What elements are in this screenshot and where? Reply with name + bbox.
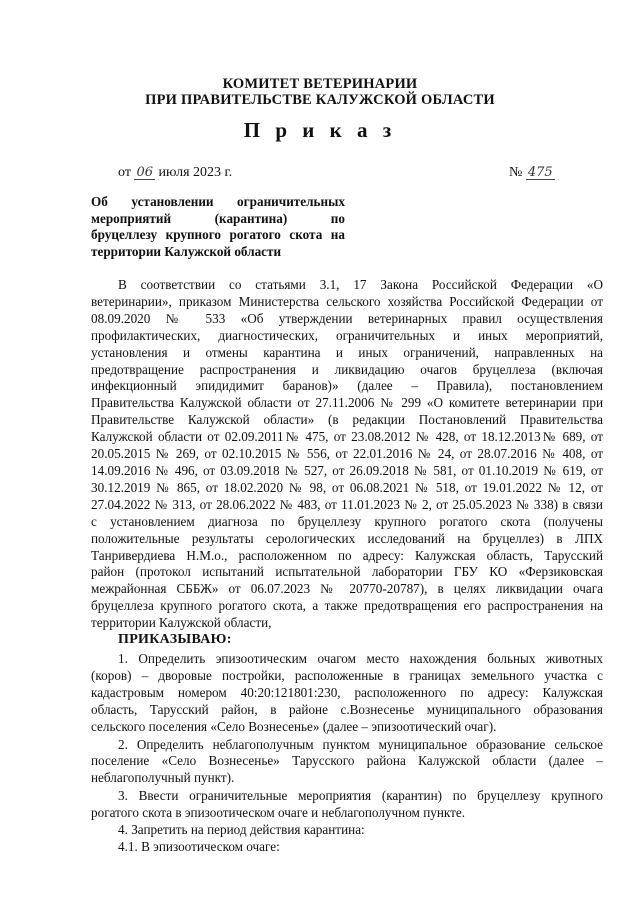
item-line: 3. Ввести ограничительные мероприятия (карантин) по бруцеллезу крупного xyxy=(118,788,603,804)
preamble-line: 27.04.2022 № 313, от 28.06.2022 № 483, от 11.01.2023 № 2, от 25.05.2023 № 338) в связи xyxy=(91,496,603,512)
date-month-year: июля 2023 г. xyxy=(158,165,233,180)
item-line: область, Тарусский район, в районе с.Вознесенье муниципального образования xyxy=(91,701,603,717)
order-number xyxy=(509,165,555,181)
document-type-title: П р и к а з xyxy=(243,118,397,142)
subject-line: бруцеллезу крупного рогатого скота на xyxy=(91,227,345,242)
subject-line: Об установлении ограничительных xyxy=(91,194,345,209)
item-line: сельского поселения «Село Вознесенье» (далее – эпизоотический очаг). xyxy=(91,718,497,734)
subject-line: территории Калужской области xyxy=(91,243,282,259)
order-date xyxy=(118,165,232,181)
preamble-line: В соответствии со статьями 3.1, 17 Закона Российской Федерации «О xyxy=(118,277,603,292)
org-name-line2: ПРИ ПРАВИТЕЛЬСТВЕ КАЛУЖСКОЙ ОБЛАСТИ xyxy=(145,92,495,108)
subject-line: мероприятий (карантина) по xyxy=(91,210,345,226)
org-name-line1: КОМИТЕТ ВЕТЕРИНАРИИ xyxy=(222,76,418,92)
item-line: 2. Определить неблагополучным пунктом муниципальное образование сельское xyxy=(118,736,603,752)
handwritten-number: 475 xyxy=(527,165,553,180)
preamble-paragraph xyxy=(91,277,603,632)
item-3 xyxy=(91,788,603,822)
item-1 xyxy=(91,651,603,736)
preamble-line: район (протокол испытаний испытательной лаборатории ГБУ КО «Ферзиковская xyxy=(91,564,603,580)
item-line: рогатого скота в эпизоотическом очаге и неблагополучном пункте. xyxy=(91,805,466,821)
item-2 xyxy=(91,737,603,788)
preamble-line: инфекционный эпидидимит баранов)» (далее – Правила), постановлением xyxy=(91,378,603,394)
preamble-line: территории Калужской области, xyxy=(91,615,272,631)
date-prefix: от xyxy=(118,165,131,180)
preamble-line: 20.05.2015 № 269, от 02.10.2015 № 556, от 22.01.2016 № 24, от 28.07.2016 № 408, от xyxy=(91,446,603,462)
preamble-line: Калужской области от 02.09.2011№ 475, от 23.08.2012 № 428, от 18.12.2013№ 689, от xyxy=(91,429,603,445)
item-line: (коров) – дворовые постройки, расположенные в границах земельного участка с xyxy=(91,667,603,683)
item-4-1: 4.1. В эпизоотическом очаге: xyxy=(118,838,280,854)
preamble-line: Правительстве Калужской области» (в редакции Постановлений Правительства xyxy=(91,412,603,428)
item-line: неблагополучный пункт). xyxy=(91,770,235,786)
preamble-line: положительные результаты серологических исследований на бруцеллез) в ЛПХ xyxy=(91,530,603,546)
preamble-line: бруцеллеза крупного рогатого скота, а также предотвращения его распространения на xyxy=(91,598,603,614)
preamble-line: профилактических, диагностических, ограничительных и иных мероприятий, xyxy=(91,327,603,343)
preamble-line: 08.09.2020 № 533 «Об утверждении ветеринарных правил осуществления xyxy=(91,310,603,326)
preamble-line: с установлением диагноза по бруцеллезу крупного рогатого скота (получены xyxy=(91,513,603,529)
preamble-line: 30.12.2019 № 865, от 18.02.2020 № 98, от 06.08.2021 № 518, от 19.01.2022 № 12, от xyxy=(91,479,603,495)
handwritten-day: 06 xyxy=(136,165,153,180)
preamble-line: предотвращение распространения и ликвидацию очагов бруцеллеза (включая xyxy=(91,361,603,377)
preamble-line: установления и отмены карантина и иных ограничений, направленных на xyxy=(91,344,603,360)
number-label: № xyxy=(509,165,523,180)
item-line: кадастровым номером 40:20:121801:230, расположенного по адресу: Калужская xyxy=(91,684,603,700)
item-line: 1. Определить эпизоотическим очагом место нахождения больных животных xyxy=(118,651,603,666)
order-word: ПРИКАЗЫВАЮ: xyxy=(118,632,232,647)
preamble-line: межрайонная СББЖ» от 06.07.2023 № 20770-20787), в целях ликвидации очага xyxy=(91,581,603,597)
item-4: 4. Запретить на период действия карантина: xyxy=(118,822,365,838)
preamble-line: Правительства Калужской области от 27.11.2006 № 299 «О комитете ветеринарии при xyxy=(91,395,603,411)
item-line: поселение «Село Вознесенье» Тарусского района Калужской области (далее – xyxy=(91,753,603,769)
preamble-line: Танривердиева Н.М.о., расположенном по адресу: Калужская область, Тарусский xyxy=(91,547,603,563)
order-items xyxy=(91,651,603,856)
preamble-line: 14.09.2016 № 496, от 03.09.2018 № 527, от 26.09.2018 № 581, от 01.10.2019 № 619, от xyxy=(91,462,603,478)
order-subject xyxy=(91,194,345,260)
preamble-line: ветеринарии», приказом Министерства сельского хозяйства Российской Федерации от xyxy=(91,293,603,309)
